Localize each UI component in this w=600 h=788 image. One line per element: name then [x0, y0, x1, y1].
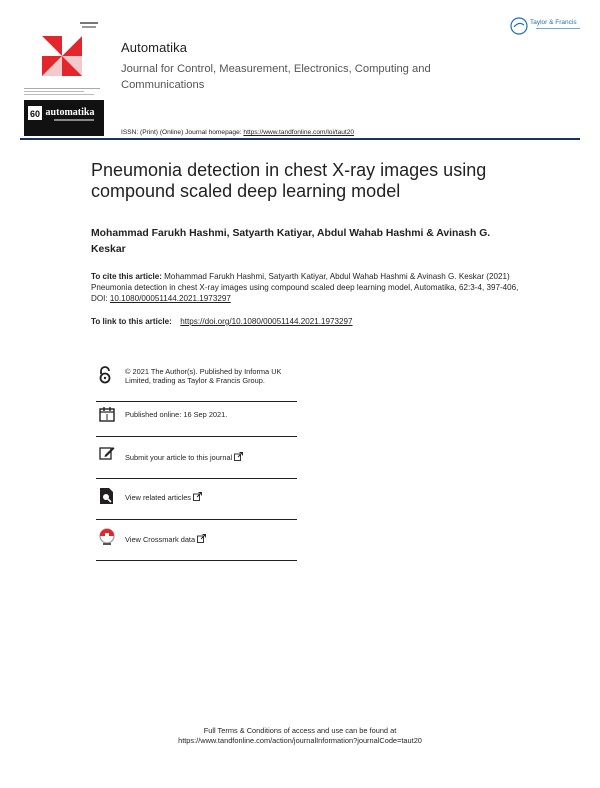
citation-block — [91, 271, 521, 304]
published-date: Published online: 16 Sep 2021. — [125, 410, 228, 419]
info-divider — [96, 560, 297, 561]
journal-homepage-link[interactable]: https://www.tandfonline.com/loi/taut20 — [243, 129, 355, 136]
external-link-icon — [197, 534, 206, 543]
citation-text: Mohammad Farukh Hashmi, Satyarth Katiyar, Abdul Wahab Hashmi & Avinash G. Keskar (2021) Pneumonia detection in chest X-ray images using compound scaled deep learning model, Automatika, 62:3-4, 397-406, DOI: — [91, 272, 519, 303]
cover-brand-text: automatika — [45, 107, 95, 118]
info-divider — [96, 401, 297, 402]
info-divider — [96, 478, 297, 479]
footer — [0, 726, 600, 746]
open-access-lock-icon — [98, 366, 112, 384]
calendar-icon — [99, 406, 115, 422]
journal-name: Automatika — [121, 40, 188, 55]
external-link-icon — [234, 452, 243, 461]
publisher-logo[interactable] — [510, 17, 590, 37]
journal-cover-image — [20, 18, 104, 136]
related-articles-text: View related articles — [125, 493, 191, 502]
article-authors: Mohammad Farukh Hashmi, Satyarth Katiyar, Abdul Wahab Hashmi & Avinash G. Keskar — [91, 228, 491, 255]
citation-label: To cite this article: — [91, 272, 162, 281]
link-label: To link to this article: — [91, 317, 172, 326]
external-link-icon — [193, 492, 202, 501]
submit-article-text: Submit your article to this journal — [125, 453, 233, 462]
published-row — [98, 406, 298, 426]
info-divider — [96, 436, 297, 437]
journal-subtitle: Journal for Control, Measurement, Electronics, Computing and Communications — [121, 63, 431, 91]
article-doi-link[interactable]: https://doi.org/10.1080/00051144.2021.1973297 — [180, 317, 353, 326]
issn-line — [121, 129, 354, 136]
citation-doi-link[interactable]: 10.1080/00051144.2021.1973297 — [109, 294, 231, 303]
taylor-francis-icon — [510, 17, 528, 35]
license-row — [98, 366, 298, 400]
related-articles-link[interactable] — [98, 487, 298, 507]
crossmark-link[interactable] — [98, 528, 298, 550]
header-divider — [20, 138, 580, 140]
document-search-icon — [99, 487, 115, 505]
crossmark-icon — [98, 528, 116, 548]
link-block — [91, 317, 353, 326]
info-divider — [96, 519, 297, 520]
crossmark-text: View Crossmark data — [125, 535, 196, 544]
license-text: © 2021 The Author(s). Published by Informa UK Limited, trading as Taylor & Francis Group. — [125, 367, 282, 385]
footer-journal-link[interactable]: https://www.tandfonline.com/action/journalInformation?journalCode=taut20 — [178, 736, 422, 745]
edit-icon — [99, 445, 115, 461]
footer-terms-text: Full Terms & Conditions of access and use can be found at — [203, 726, 397, 735]
cover-issue-number: 60 — [29, 109, 41, 119]
publisher-logo-text: Taylor & Francis — [530, 19, 577, 26]
issn-text: ISSN: (Print) (Online) Journal homepage: — [121, 129, 244, 136]
submit-article-link[interactable] — [98, 445, 298, 465]
article-title: Pneumonia detection in chest X-ray images using compound scaled deep learning model — [91, 160, 487, 201]
